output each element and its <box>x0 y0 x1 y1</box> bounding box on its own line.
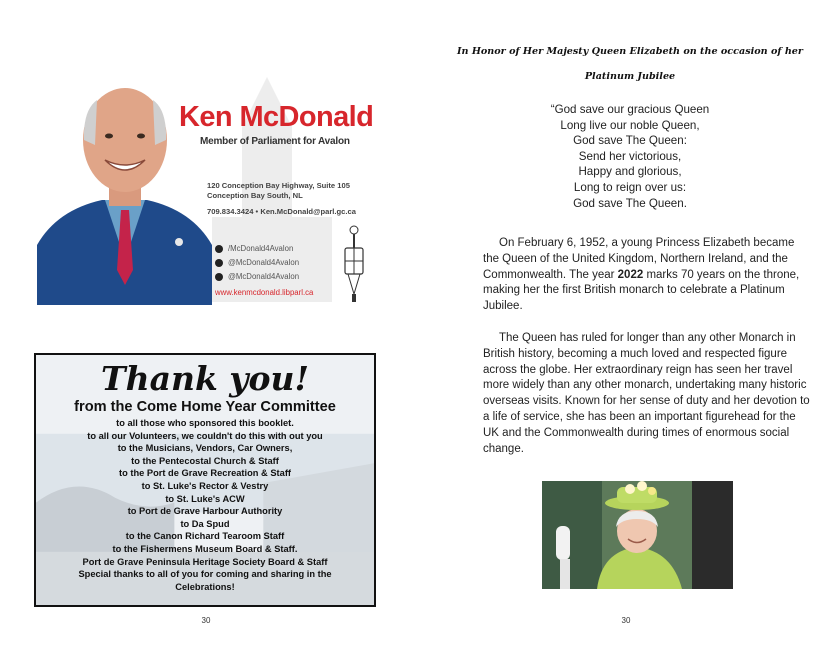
social-instagram[interactable] <box>215 258 299 267</box>
social-facebook-handle: /McDonald4Avalon <box>228 244 294 253</box>
anthem-line: “God save our gracious Queen <box>550 103 710 116</box>
page-number-right: 30 <box>621 616 631 625</box>
facebook-icon <box>215 245 223 253</box>
queen-photo <box>542 481 733 589</box>
mp-advertisement <box>37 62 375 305</box>
para1-year: 2022 <box>617 268 644 281</box>
thank-you-line: to Port de Grave Harbour Authority <box>127 506 283 517</box>
thank-you-text <box>36 355 374 605</box>
social-twitter-handle: @McDonald4Avalon <box>228 272 300 281</box>
thank-you-line: to St. Luke's ACW <box>165 493 245 504</box>
history-paragraph-2 <box>483 331 813 457</box>
mp-name: Ken McDonald <box>179 101 374 133</box>
house-of-commons-crest-icon <box>342 224 366 302</box>
thank-you-line: to the Pentecostal Church & Staff <box>131 455 279 466</box>
thank-you-heading: Thank you! <box>101 359 309 398</box>
thank-you-list <box>36 417 374 593</box>
para2-text: The Queen has ruled for longer than any other Monarch in British history, becoming a much loved and respected figure across the globe. Her extraordinary reign has seen her travel more widely than any other monarch, undertaking many historic overseas visits. Known for her sense of duty and her devotion to a life of service, she has been an important figurehead for the UK and the Commonwealth during times of enormous social change. <box>483 332 810 455</box>
anthem-line: Long to reign over us: <box>573 180 687 194</box>
mp-contact: 709.834.3424 • Ken.McDonald@parl.gc.ca <box>207 207 356 216</box>
anthem-line: God save The Queen: <box>573 134 687 148</box>
instagram-icon <box>215 259 223 267</box>
honor-heading-line2: Platinum Jubilee <box>584 71 676 82</box>
anthem-line: Happy and glorious, <box>578 165 682 179</box>
anthem-verse <box>420 102 840 211</box>
thank-you-line: Celebrations! <box>175 581 235 592</box>
page-number-left: 30 <box>201 616 211 625</box>
honor-heading-line1: In Honor of Her Majesty Queen Elizabeth on the occasion of her <box>457 46 803 57</box>
mp-address-line1: 120 Conception Bay Highway, Suite 105 <box>207 181 350 190</box>
history-paragraph-1 <box>483 236 813 315</box>
thank-you-line: to the Port de Grave Recreation & Staff <box>118 468 292 479</box>
para1-text-after: marks 70 years on the throne, making her the first British monarch to celebrate a Platinum Jubilee. <box>483 268 800 313</box>
thank-you-line: to the Canon Richard Tearoom Staff <box>125 531 285 542</box>
thank-you-line: to the Fishermens Museum Board & Staff. <box>112 543 298 554</box>
thank-you-line: to St. Luke's Rector & Vestry <box>141 480 269 491</box>
right-page <box>420 0 840 649</box>
thank-you-line: Special thanks to all of you for coming and sharing in the <box>78 569 332 580</box>
thank-you-line: Port de Grave Peninsula Heritage Society Board & Staff <box>82 556 328 567</box>
mp-address-line2: Conception Bay South, NL <box>207 191 303 200</box>
thank-you-subheading: from the Come Home Year Committee <box>74 399 336 415</box>
social-facebook[interactable] <box>215 244 293 253</box>
thank-you-line: to Da Spud <box>180 518 230 529</box>
thank-you-card <box>34 353 376 607</box>
thank-you-line: to the Musicians, Vendors, Car Owners, <box>117 443 293 454</box>
thank-you-line: to all those who sponsored this booklet. <box>116 418 294 428</box>
social-instagram-handle: @McDonald4Avalon <box>228 258 300 267</box>
mp-title: Member of Parliament for Avalon <box>200 136 350 147</box>
social-twitter[interactable] <box>215 272 299 281</box>
twitter-icon <box>215 273 223 281</box>
anthem-line: Long live our noble Queen, <box>560 118 700 132</box>
anthem-line: Send her victorious, <box>578 149 682 163</box>
para1-text-before: On February 6, 1952, a young Princess Elizabeth became the Queen of the United Kingdom, Northern Ireland, and the Commonwealth. The year <box>483 237 795 281</box>
anthem-line: God save The Queen. <box>573 196 687 210</box>
mp-website-link[interactable]: www.kenmcdonald.libparl.ca <box>215 288 314 297</box>
thank-you-line: to all our Volunteers, we couldn't do this with out you <box>87 430 323 441</box>
